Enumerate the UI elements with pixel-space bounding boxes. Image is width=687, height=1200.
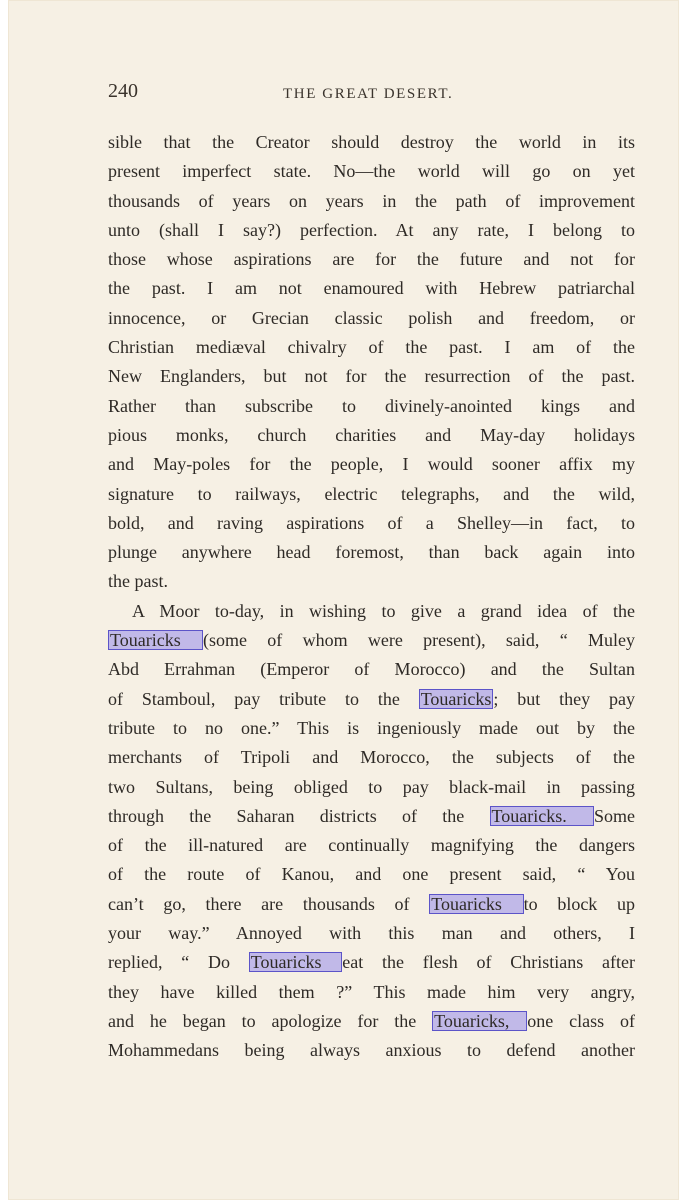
text-line: thousands of years on years in the path of improvement [108, 190, 635, 211]
text-line: A Moor to-day, in wishing to give a grand idea of the [132, 600, 635, 621]
highlight-touaricks[interactable]: Touaricks. [491, 805, 592, 826]
text-line: two Sultans, being obliged to pay black-mail in passing [108, 776, 635, 797]
text-line: pious monks, church charities and May-day holidays [108, 424, 635, 445]
text-line: sible that the Creator should destroy the world in its [108, 132, 635, 152]
text-line: replied, “ Do Touaricks eat the flesh of Christians after [108, 952, 635, 973]
book-page [8, 0, 679, 1200]
text-line: of the ill-natured are continually magnifying the dangers [108, 835, 635, 856]
body-text [108, 128, 635, 1066]
running-head: THE GREAT DESERT. [283, 86, 454, 102]
highlight-touaricks[interactable]: Touaricks [420, 688, 492, 709]
text-line: your way.” Annoyed with this man and others, I [108, 923, 635, 944]
text-line: present imperfect state. No—the world will go on yet [108, 161, 635, 182]
text-line: unto (shall I say?) perfection. At any rate, I belong to [108, 219, 635, 240]
text-line: innocence, or Grecian classic polish and freedom, or [108, 307, 635, 328]
text-line: plunge anywhere head foremost, than back again into [108, 542, 635, 563]
text-line: of the route of Kanou, and one present said, “ You [108, 864, 635, 885]
text-line: can’t go, there are thousands of Touaricks to block up [108, 893, 635, 914]
text-line: those whose aspirations are for the future and not for [108, 249, 635, 270]
text-line: Rather than subscribe to divinely-anointed kings and [108, 395, 635, 416]
page-header [108, 76, 638, 112]
text-line: and he began to apologize for the Touaricks, one class of [108, 1010, 636, 1031]
text-line: and May-poles for the people, I would sooner affix my [108, 454, 635, 475]
text-line: of Stamboul, pay tribute to the Touaricks ; but they pay [108, 688, 635, 709]
highlight-touaricks[interactable]: Touaricks [110, 630, 202, 651]
text-line: Mohammedans being always anxious to defend another [108, 1040, 635, 1061]
text-line: the past. [108, 571, 168, 592]
text-line: Abd Errahman (Emperor of Morocco) and the Sultan [108, 659, 635, 680]
highlight-touaricks[interactable]: Touaricks [431, 893, 522, 914]
text-line: Touaricks (some of whom were present), said, “ Muley [110, 630, 635, 651]
text-line: merchants of Tripoli and Morocco, the subjects of the [108, 747, 635, 768]
page-number: 240 [108, 80, 138, 102]
text-line: tribute to no one.” This is ingeniously made out by the [108, 717, 635, 738]
text-line: bold, and raving aspirations of a Shelley—in fact, to [108, 512, 635, 533]
text-line: the past. I am not enamoured with Hebrew patriarchal [108, 278, 635, 299]
text-line: through the Saharan districts of the Touaricks. Some [108, 805, 635, 826]
text-line: Christian mediæval chivalry of the past. I am of the [108, 337, 635, 358]
text-line: New Englanders, but not for the resurrection of the past. [108, 366, 635, 387]
text-line: signature to railways, electric telegraphs, and the wild, [108, 483, 635, 504]
text-line: they have killed them ?” This made him very angry, [108, 981, 635, 1002]
highlight-touaricks[interactable]: Touaricks, [434, 1010, 526, 1031]
highlight-touaricks[interactable]: Touaricks [250, 952, 341, 973]
